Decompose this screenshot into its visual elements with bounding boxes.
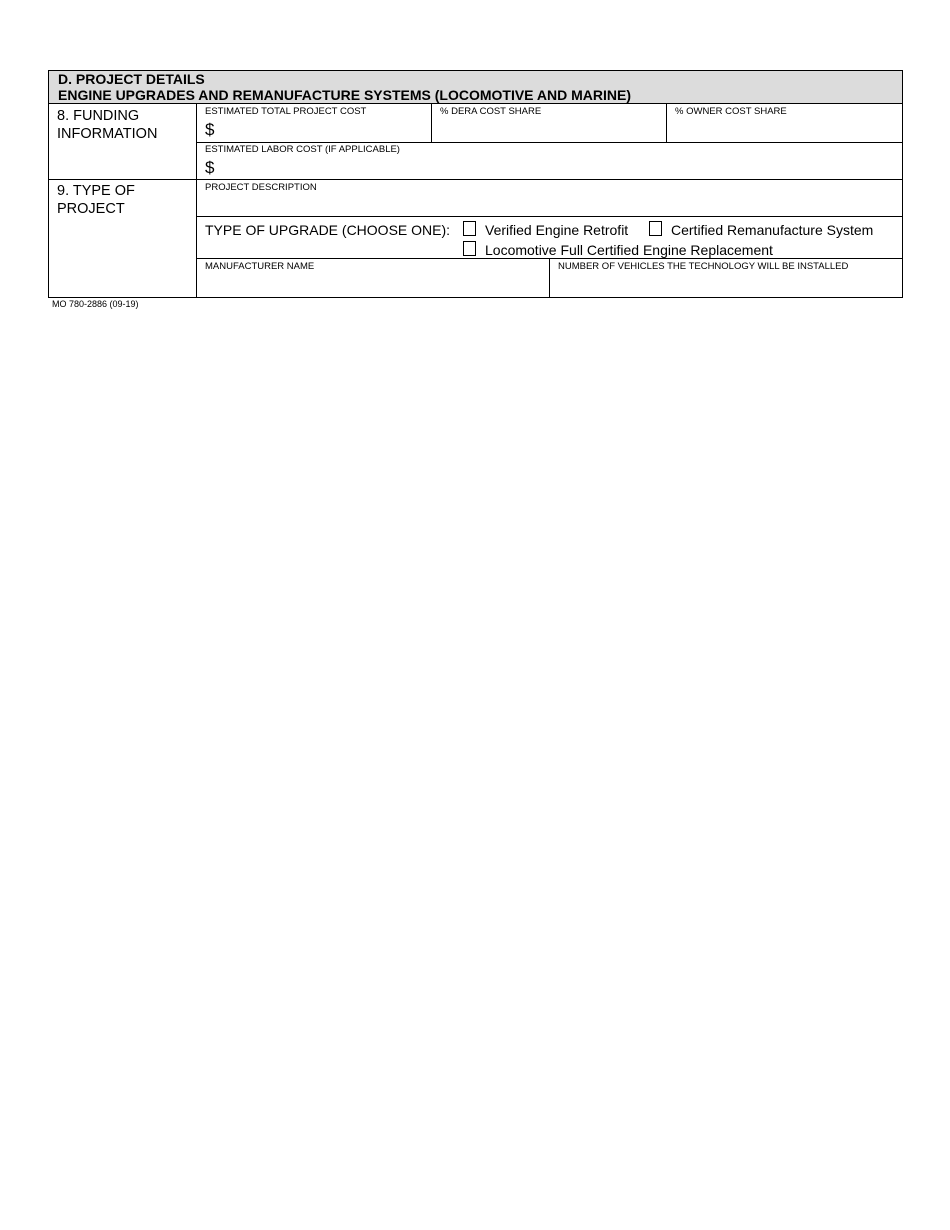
funding-col-divider-2 [666, 103, 667, 143]
certified-remanufacture-checkbox[interactable] [649, 221, 662, 236]
verified-retrofit-label: Verified Engine Retrofit [485, 222, 629, 238]
manufacturer-col-divider [549, 258, 550, 298]
upgrade-type-label: TYPE OF UPGRADE (CHOOSE ONE): [205, 222, 451, 238]
funding-row-divider [196, 142, 903, 143]
certified-remanufacture-label: Certified Remanufacture System [671, 222, 874, 238]
locomotive-replacement-checkbox[interactable] [463, 241, 476, 256]
project-type-section-title: 9. TYPE OF PROJECT [57, 183, 135, 217]
section-header [48, 70, 903, 104]
border-right [902, 103, 903, 298]
dera-share-label: % DERA COST SHARE [440, 106, 542, 117]
project-description-label: PROJECT DESCRIPTION [205, 182, 317, 193]
verified-retrofit-checkbox[interactable] [463, 221, 476, 236]
border-left [48, 103, 49, 298]
labor-cost-field[interactable]: $ [205, 158, 215, 177]
form-number: MO 780-2886 (09-19) [52, 299, 139, 309]
total-cost-field[interactable]: $ [205, 120, 215, 139]
section-subtitle: ENGINE UPGRADES AND REMANUFACTURE SYSTEMS (LOCOMOTIVE AND MARINE) [58, 87, 631, 103]
description-divider [196, 216, 903, 217]
project-details-form [48, 70, 903, 298]
section-divider [48, 179, 903, 180]
vehicles-count-label: NUMBER OF VEHICLES THE TECHNOLOGY WILL BE INSTALLED [558, 261, 849, 272]
funding-section-title: 8. FUNDING INFORMATION [57, 108, 158, 142]
manufacturer-name-label: MANUFACTURER NAME [205, 261, 315, 272]
section-title: D. PROJECT DETAILS [58, 71, 205, 87]
funding-col-divider-1 [431, 103, 432, 143]
locomotive-replacement-label: Locomotive Full Certified Engine Replacement [485, 242, 773, 258]
total-cost-label: ESTIMATED TOTAL PROJECT COST [205, 106, 367, 117]
owner-share-label: % OWNER COST SHARE [675, 106, 787, 117]
border-bottom [48, 297, 903, 298]
labor-cost-label: ESTIMATED LABOR COST (IF APPLICABLE) [205, 144, 400, 155]
column-divider [196, 103, 197, 298]
